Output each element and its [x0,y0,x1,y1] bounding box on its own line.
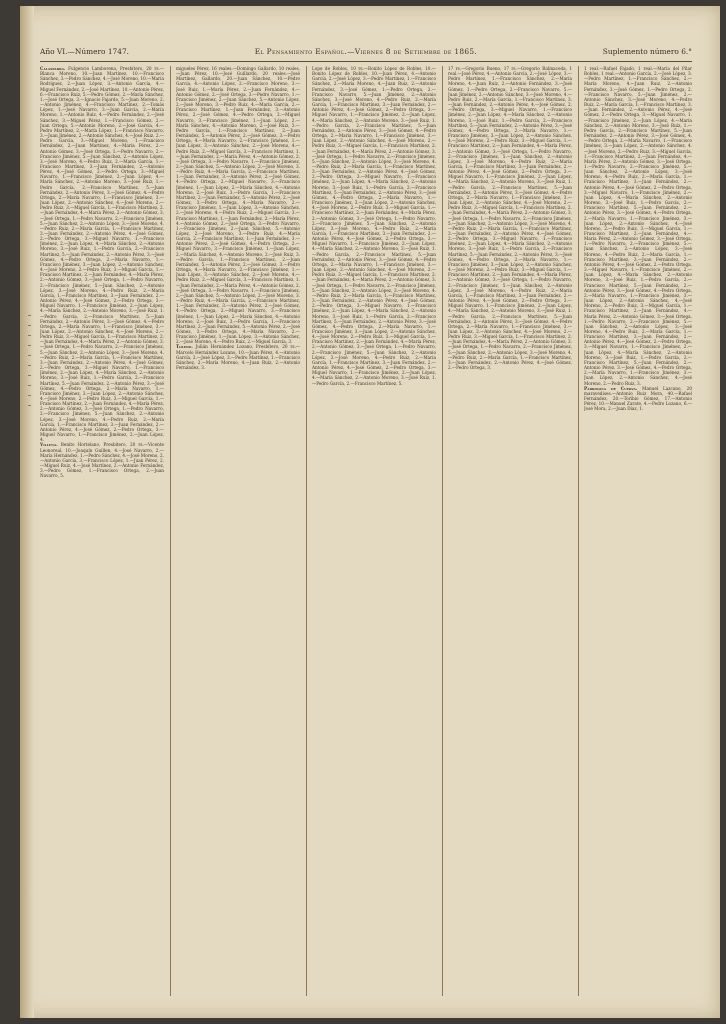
page-header [40,44,692,58]
section-heading: Parroquia de Cuerva. [584,385,638,391]
section-heading: Toledo. [176,344,193,350]
column-text: Julián Hernández Lozano, Presbítero, 20 rs.—Marcelo Hernández Lozano, 10.—Juan Pérez, 4.—Antonio García, 2.—José López, 3.—Pedro Martínez, 1.—Francisco Sánchez, 2.—María Moreno, 4.—Juan Ruiz, 2.—Antonio Fernández, 3. [176,344,300,371]
column-5 [584,66,692,996]
column-text: Lope de Robles, 10 rs.—Bonito López de Robles, 10.—Bonito López de Robles, 10.—Juan Pérez, 4.—Antonio García, 2.—José López, 3.—Pedro Martínez, 1.—Francisco Sánchez, 2.—María Moreno, 4.—Juan Ruiz, 2.—Antonio Fernández, 3.—José Gómez, 1.—Pedro Ortega, 2.—Francisco Navarro, 5.—Juan Jiménez, 2.—Antonio Sánchez, 3.—José Moreno, 4.—Pedro Ruiz, 2.—María García, 1.—Francisco Martínez, 3.—Juan Fernández, 2.—Antonio Pérez, 4.—José Gómez, 2.—Pedro Ortega, 3.—Miguel Navarro, 1.—Francisco Jiménez, 2.—Juan López, 4.—María Sánchez, 2.—Antonio Moreno, 3.—José Ruiz, 1.—Pedro García, 2.—Francisco Martínez, 5.—Juan Fernández, 2.—Antonio Pérez, 3.—José Gómez, 4.—Pedro Ortega, 2.—María Navarro, 1.—Francisco Jiménez, 3.—Juan López, 2.—Antonio Sánchez, 4.—José Moreno, 2.—Pedro Ruiz, 3.—Miguel García, 1.—Francisco Martínez, 2.—Juan Fernández, 4.—María Pérez, 2.—Antonio Gómez, 3.—José Ortega, 1.—Pedro Navarro, 2.—Francisco Jiménez, 5.—Juan Sánchez, 2.—Antonio López, 3.—José Moreno, 4.—Pedro Ruiz, 2.—María García, 1.—Francisco Martínez, 3.—Juan Fernández, 2.—Antonio Pérez, 4.—José Gómez, 2.—Pedro Ortega, 3.—Miguel Navarro, 1.—Francisco Jiménez, 2.—Juan López, 4.—María Sánchez, 2.—Antonio Moreno, 3.—José Ruiz, 1.—Pedro García, 2.—Francisco Martínez, 5.—Juan Fernández, 2.—Antonio Pérez, 3.—José Gómez, 4.—Pedro Ortega, 2.—María Navarro, 1.—Francisco Jiménez, 3.—Juan López, 2.—Antonio Sánchez, 4.—José Moreno, 2.—Pedro Ruiz, 3.—Miguel García, 1.—Francisco Martínez, 2.—Juan Fernández, 4.—María Pérez, 2.—Antonio Gómez, 3.—José Ortega, 1.—Pedro Navarro, 2.—Francisco Jiménez, 5.—Juan Sánchez, 2.—Antonio López, 3.—José Moreno, 4.—Pedro Ruiz, 2.—María García, 1.—Francisco Martínez, 3.—Juan Fernández, 2.—Antonio Pérez, 4.—José Gómez, 2.—Pedro Ortega, 3.—Miguel Navarro, 1.—Francisco Jiménez, 2.—Juan López, 4.—María Sánchez, 2.—Antonio Moreno, 3.—José Ruiz, 1.—Pedro García, 2.—Francisco Martínez, 5.—Juan Fernández, 2.—Antonio Pérez, 3.—José Gómez, 4.—Pedro Ortega, 2.—María Navarro, 1.—Francisco Jiménez, 3.—Juan López, 2.—Antonio Sánchez, 4.—José Moreno, 2.—Pedro Ruiz, 3.—Miguel García, 1.—Francisco Martínez, 2.—Juan Fernández, 4.—María Pérez, 2.—Antonio Gómez, 3.—José Ortega, 1.—Pedro Navarro, 2.—Francisco Jiménez, 5.—Juan Sánchez, 2.—Antonio López, 3.—José Moreno, 4.—Pedro Ruiz, 2.—María García, 1.—Francisco Martínez, 3.—Juan Fernández, 2.—Antonio Pérez, 4.—José Gómez, 2.—Pedro Ortega, 3.—Miguel Navarro, 1.—Francisco Jiménez, 2.—Juan López, 4.—María Sánchez, 2.—Antonio Moreno, 3.—José Ruiz, 1.—Pedro García, 2.—Francisco Martínez, 5.—Juan Fernández, 2.—Antonio Pérez, 3.—José Gómez, 4.—Pedro Ortega, 2.—María Navarro, 1.—Francisco Jiménez, 3.—Juan López, 2.—Antonio Sánchez, 4.—José Moreno, 2.—Pedro Ruiz, 3.—Miguel García, 1.—Francisco Martínez, 2.—Juan Fernández, 4.—María Pérez, 2.—Antonio Gómez, 3.—José Ortega, 1.—Pedro Navarro, 2.—Francisco Jiménez, 5.—Juan Sánchez, 2.—Antonio López, 3.—José Moreno, 4.—Pedro Ruiz, 2.—María García, 1.—Francisco Martínez, 3.—Juan Fernández, 2.—Antonio Pérez, 4.—José Gómez, 2.—Pedro Ortega, 3.—Miguel Navarro, 1.—Francisco Jiménez, 2.—Juan López, 4.—María Sánchez, 2.—Antonio Moreno, 3.—José Ruiz, 1.—Pedro García, 2.—Francisco Martínez, 5. [312,66,436,386]
section-heading: Calasparra. [40,66,66,71]
header-rule [40,61,692,62]
column-divider [578,66,579,996]
section-heading: Villena. [40,442,58,448]
column-text: 1 real.—Rafael Fajado, 1 real.—María del Pilar Robles, 1 real.—Antonio García, 2.—José López, 3.—Pedro Martínez, 1.—Francisco Sánchez, 2.—María Moreno, 4.—Juan Ruiz, 2.—Antonio Fernández, 3.—José Gómez, 1.—Pedro Ortega, 2.—Francisco Navarro, 5.—Juan Jiménez, 2.—Antonio Sánchez, 3.—José Moreno, 4.—Pedro Ruiz, 2.—María García, 1.—Francisco Martínez, 3.—Juan Fernández, 2.—Antonio Pérez, 4.—José Gómez, 2.—Pedro Ortega, 3.—Miguel Navarro, 1.—Francisco Jiménez, 2.—Juan López, 4.—María Sánchez, 2.—Antonio Moreno, 3.—José Ruiz, 1.—Pedro García, 2.—Francisco Martínez, 5.—Juan Fernández, 2.—Antonio Pérez, 3.—José Gómez, 4.—Pedro Ortega, 2.—María Navarro, 1.—Francisco Jiménez, 3.—Juan López, 2.—Antonio Sánchez, 4.—José Moreno, 2.—Pedro Ruiz, 3.—Miguel García, 1.—Francisco Martínez, 2.—Juan Fernández, 4.—María Pérez, 2.—Antonio Gómez, 3.—José Ortega, 1.—Pedro Navarro, 2.—Francisco Jiménez, 5.—Juan Sánchez, 2.—Antonio López, 3.—José Moreno, 4.—Pedro Ruiz, 2.—María García, 1.—Francisco Martínez, 3.—Juan Fernández, 2.—Antonio Pérez, 4.—José Gómez, 2.—Pedro Ortega, 3.—Miguel Navarro, 1.—Francisco Jiménez, 2.—Juan López, 4.—María Sánchez, 2.—Antonio Moreno, 3.—José Ruiz, 1.—Pedro García, 2.—Francisco Martínez, 5.—Juan Fernández, 2.—Antonio Pérez, 3.—José Gómez, 4.—Pedro Ortega, 2.—María Navarro, 1.—Francisco Jiménez, 3.—Juan López, 2.—Antonio Sánchez, 4.—José Moreno, 2.—Pedro Ruiz, 3.—Miguel García, 1.—Francisco Martínez, 2.—Juan Fernández, 4.—María Pérez, 2.—Antonio Gómez, 3.—José Ortega, 1.—Pedro Navarro, 2.—Francisco Jiménez, 5.—Juan Sánchez, 2.—Antonio López, 3.—José Moreno, 4.—Pedro Ruiz, 2.—María García, 1.—Francisco Martínez, 3.—Juan Fernández, 2.—Antonio Pérez, 4.—José Gómez, 2.—Pedro Ortega, 3.—Miguel Navarro, 1.—Francisco Jiménez, 2.—Juan López, 4.—María Sánchez, 2.—Antonio Moreno, 3.—José Ruiz, 1.—Pedro García, 2.—Francisco Martínez, 5.—Juan Fernández, 2.—Antonio Pérez, 3.—José Gómez, 4.—Pedro Ortega, 2.—María Navarro, 1.—Francisco Jiménez, 3.—Juan López, 2.—Antonio Sánchez, 4.—José Moreno, 2.—Pedro Ruiz, 3.—Miguel García, 1.—Francisco Martínez, 2.—Juan Fernández, 4.—María Pérez, 2.—Antonio Gómez, 3.—José Ortega, 1.—Pedro Navarro, 2.—Francisco Jiménez, 5.—Juan Sánchez, 2.—Antonio López, 3.—José Moreno, 4.—Pedro Ruiz, 2.—María García, 1.—Francisco Martínez, 3.—Juan Fernández, 2.—Antonio Pérez, 4.—José Gómez, 2.—Pedro Ortega, 3.—Miguel Navarro, 1.—Francisco Jiménez, 2.—Juan López, 4.—María Sánchez, 2.—Antonio Moreno, 3.—José Ruiz, 1.—Pedro García, 2.—Francisco Martínez, 5.—Juan Fernández, 2.—Antonio Pérez, 3.—José Gómez, 4.—Pedro Ortega, 2.—María Navarro, 1.—Francisco Jiménez, 3.—Juan López, 2.—Antonio Sánchez, 4.—José Moreno, 2.—Pedro Ruiz, 3. [584,66,692,386]
column-text: migueles Pérez, 16 reales.—Domingo Gallardo, 10 reales.—Juan Pérez, 10.—José Guillardo, 20 reales.—José Martínez, Gallardo, 20.—Juan Sánchez, 10.—Pedro García, 4.—Antonio López, 2.—Francisco Moreno, 3.—José Ruiz, 1.—María Pérez, 2.—Juan Fernández, 4.—Antonio Gómez, 2.—José Ortega, 3.—Pedro Navarro, 1.—Francisco Jiménez, 2.—Juan Sánchez, 5.—Antonio López, 2.—José Moreno, 3.—Pedro Ruiz, 4.—María García, 2.—Francisco Martínez, 1.—Juan Fernández, 3.—Antonio Pérez, 2.—José Gómez, 4.—Pedro Ortega, 2.—Miguel Navarro, 3.—Francisco Jiménez, 1.—Juan López, 2.—María Sánchez, 4.—Antonio Moreno, 2.—José Ruiz, 3.—Pedro García, 1.—Francisco Martínez, 2.—Juan Fernández, 5.—Antonio Pérez, 2.—José Gómez, 3.—Pedro Ortega, 4.—María Navarro, 2.—Francisco Jiménez, 1.—Juan López, 3.—Antonio Sánchez, 2.—José Moreno, 4.—Pedro Ruiz, 2.—Miguel García, 3.—Francisco Martínez, 1.—Juan Fernández, 2.—María Pérez, 4.—Antonio Gómez, 2.—José Ortega, 3.—Pedro Navarro, 1.—Francisco Jiménez, 2.—Juan Sánchez, 5.—Antonio López, 2.—José Moreno, 3.—Pedro Ruiz, 4.—María García, 2.—Francisco Martínez, 1.—Juan Fernández, 3.—Antonio Pérez, 2.—José Gómez, 4.—Pedro Ortega, 2.—Miguel Navarro, 3.—Francisco Jiménez, 1.—Juan López, 2.—María Sánchez, 4.—Antonio Moreno, 2.—José Ruiz, 3.—Pedro García, 1.—Francisco Martínez, 2.—Juan Fernández, 5.—Antonio Pérez, 2.—José Gómez, 3.—Pedro Ortega, 4.—María Navarro, 2.—Francisco Jiménez, 1.—Juan López, 3.—Antonio Sánchez, 2.—José Moreno, 4.—Pedro Ruiz, 2.—Miguel García, 3.—Francisco Martínez, 1.—Juan Fernández, 2.—María Pérez, 4.—Antonio Gómez, 2.—José Ortega, 3.—Pedro Navarro, 1.—Francisco Jiménez, 2.—Juan Sánchez, 5.—Antonio López, 2.—José Moreno, 3.—Pedro Ruiz, 4.—María García, 2.—Francisco Martínez, 1.—Juan Fernández, 3.—Antonio Pérez, 2.—José Gómez, 4.—Pedro Ortega, 2.—Miguel Navarro, 3.—Francisco Jiménez, 1.—Juan López, 2.—María Sánchez, 4.—Antonio Moreno, 2.—José Ruiz, 3.—Pedro García, 1.—Francisco Martínez, 2.—Juan Fernández, 5.—Antonio Pérez, 2.—José Gómez, 3.—Pedro Ortega, 4.—María Navarro, 2.—Francisco Jiménez, 1.—Juan López, 3.—Antonio Sánchez, 2.—José Moreno, 4.—Pedro Ruiz, 2.—Miguel García, 3.—Francisco Martínez, 1.—Juan Fernández, 2.—María Pérez, 4.—Antonio Gómez, 2.—José Ortega, 3.—Pedro Navarro, 1.—Francisco Jiménez, 2.—Juan Sánchez, 5.—Antonio López, 2.—José Moreno, 3.—Pedro Ruiz, 4.—María García, 2.—Francisco Martínez, 1.—Juan Fernández, 3.—Antonio Pérez, 2.—José Gómez, 4.—Pedro Ortega, 2.—Miguel Navarro, 3.—Francisco Jiménez, 1.—Juan López, 2.—María Sánchez, 4.—Antonio Moreno, 2.—José Ruiz, 3.—Pedro García, 1.—Francisco Martínez, 2.—Juan Fernández, 5.—Antonio Pérez, 2.—José Gómez, 3.—Pedro Ortega, 4.—María Navarro, 2.—Francisco Jiménez, 1.—Juan López, 3.—Antonio Sánchez, 2.—José Moreno, 4.—Pedro Ruiz, 2.—Miguel García, 3. [176,66,300,345]
column-4 [448,66,572,996]
column-divider [170,66,171,996]
column-3 [312,66,436,996]
masthead-title: El Pensamiento Español.—Viernes 8 de Setiembre de 1865. [254,46,478,56]
column-text: Benito Hortelano, Presbítero, 20 rs.—Vicente Leonoreal, 10.—Joaquín Guillen, 4.—José Navarro, 2.—María Hernández, 1.—Pedro Sánchez, 4.—José Moreno, 2.—Antonio García, 3.—Francisco López, 1.—Juan Pérez, 2.—Miguel Ruiz, 4.—José Martínez, 2.—Antonio Fernández, 3.—Pedro Gómez, 1.—Francisco Ortega, 2.—Juan Navarro, 5. [40,442,164,479]
margin-marks [28,306,34,706]
column-divider [442,66,443,996]
column-text: Manuel Lazcano, 20 maravedises.—Antonio Ruiz Mora, 40.—Rafael Fernández, 20.—Toribio Gómez, 17.—Antonio Pérez, 10.—Manuel Zarate, 4.—Pedro Lozano, 6.—José Mora, 2.—Juan Díaz, 1. [584,385,692,412]
column-text: Fulgencio Lamborena, Presbítero, 20 rs.—Blanca Moreno, 10.—Juan Martínez, 10.—Francisco Sánchez, 3.—Pedro Sánchez, 4.—José Moreno, 10.—María Rodríguez, 2.—Juan López, 3.—Antonio García, 4.—Miguel Fernández, 2.—José Martínez, 10.—Antonio Pérez, 6.—Francisco Ruiz, 5.—Pedro Gómez, 2.—María Sánchez, 1.—José Ortega, 3.—Ignacio Fajardo, 5.—Juan Moreno, 2.—Antonio Jiménez, 4.—Francisco Martínez, 2.—Tomás López, 1.—José Navarro, 3.—Juan García, 2.—María Moreno, 1.—Antonio Ruiz, 4.—Pedro Fernández, 2.—José Sánchez, 3.—Miguel Pérez, 1.—Francisco Gómez, 2.—Juan Ortega, 5.—Antonio Moreno, 2.—José García, 4.—Pedro Martínez, 2.—María López, 1.—Francisco Navarro, 3.—Juan Jiménez, 2.—Antonio Sánchez, 4.—José Ruiz, 2.—Pedro García, 3.—Miguel Moreno, 1.—Francisco Fernández, 2.—Juan Martínez, 4.—María Pérez, 2.—Antonio Gómez, 3.—José Ortega, 1.—Pedro Navarro, 2.—Francisco Jiménez, 5.—Juan Sánchez, 2.—Antonio López, 3.—José Moreno, 4.—Pedro Ruiz, 2.—María García, 1.—Francisco Martínez, 3.—Juan Fernández, 2.—Antonio Pérez, 4.—José Gómez, 2.—Pedro Ortega, 3.—Miguel Navarro, 1.—Francisco Jiménez, 2.—Juan López, 4.—María Sánchez, 2.—Antonio Moreno, 3.—José Ruiz, 1.—Pedro García, 2.—Francisco Martínez, 5.—Juan Fernández, 2.—Antonio Pérez, 3.—José Gómez, 4.—Pedro Ortega, 2.—María Navarro, 1.—Francisco Jiménez, 3.—Juan López, 2.—Antonio Sánchez, 4.—José Moreno, 2.—Pedro Ruiz, 3.—Miguel García, 1.—Francisco Martínez, 2.—Juan Fernández, 4.—María Pérez, 2.—Antonio Gómez, 3.—José Ortega, 1.—Pedro Navarro, 2.—Francisco Jiménez, 5.—Juan Sánchez, 2.—Antonio López, 3.—José Moreno, 4.—Pedro Ruiz, 2.—María García, 1.—Francisco Martínez, 3.—Juan Fernández, 2.—Antonio Pérez, 4.—José Gómez, 2.—Pedro Ortega, 3.—Miguel Navarro, 1.—Francisco Jiménez, 2.—Juan López, 4.—María Sánchez, 2.—Antonio Moreno, 3.—José Ruiz, 1.—Pedro García, 2.—Francisco Martínez, 5.—Juan Fernández, 2.—Antonio Pérez, 3.—José Gómez, 4.—Pedro Ortega, 2.—María Navarro, 1.—Francisco Jiménez, 3.—Juan López, 2.—Antonio Sánchez, 4.—José Moreno, 2.—Pedro Ruiz, 3.—Miguel García, 1.—Francisco Martínez, 2.—Juan Fernández, 4.—María Pérez, 2.—Antonio Gómez, 3.—José Ortega, 1.—Pedro Navarro, 2.—Francisco Jiménez, 5.—Juan Sánchez, 2.—Antonio López, 3.—José Moreno, 4.—Pedro Ruiz, 2.—María García, 1.—Francisco Martínez, 3.—Juan Fernández, 2.—Antonio Pérez, 4.—José Gómez, 2.—Pedro Ortega, 3.—Miguel Navarro, 1.—Francisco Jiménez, 2.—Juan López, 4.—María Sánchez, 2.—Antonio Moreno, 3.—José Ruiz, 1.—Pedro García, 2.—Francisco Martínez, 5.—Juan Fernández, 2.—Antonio Pérez, 3.—José Gómez, 4.—Pedro Ortega, 2.—María Navarro, 1.—Francisco Jiménez, 3.—Juan López, 2.—Antonio Sánchez, 4.—José Moreno, 2.—Pedro Ruiz, 3.—Miguel García, 1.—Francisco Martínez, 2.—Juan Fernández, 4.—María Pérez, 2.—Antonio Gómez, 3.—José Ortega, 1.—Pedro Navarro, 2.—Francisco Jiménez, 5.—Juan Sánchez, 2.—Antonio López, 3.—José Moreno, 4.—Pedro Ruiz, 2.—María García, 1.—Francisco Martínez, 3.—Juan Fernández, 2.—Antonio Pérez, 4.—José Gómez, 2.—Pedro Ortega, 3.—Miguel Navarro, 1.—Francisco Jiménez, 2.—Juan López, 4.—María Sánchez, 2.—Antonio Moreno, 3.—José Ruiz, 1.—Pedro García, 2.—Francisco Martínez, 5.—Juan Fernández, 2.—Antonio Pérez, 3.—José Gómez, 4.—Pedro Ortega, 2.—María Navarro, 1.—Francisco Jiménez, 3.—Juan López, 2.—Antonio Sánchez, 4.—José Moreno, 2.—Pedro Ruiz, 3.—Miguel García, 1.—Francisco Martínez, 2.—Juan Fernández, 4.—María Pérez, 2.—Antonio Gómez, 3.—José Ortega, 1.—Pedro Navarro, 2.—Francisco Jiménez, 5.—Juan Sánchez, 2.—Antonio López, 3.—José Moreno, 4.—Pedro Ruiz, 2.—María García, 1.—Francisco Martínez, 3.—Juan Fernández, 2.—Antonio Pérez, 4.—José Gómez, 2.—Pedro Ortega, 3.—Miguel Navarro, 1.—Francisco Jiménez, 2.—Juan López, 4. [40,66,164,443]
column-divider [306,66,307,996]
column-2 [176,66,300,996]
column-1 [40,66,164,996]
supplement-label: Suplemento número 6.° [602,46,692,56]
subscription-list [40,66,692,996]
column-text: 17 rs.—Gregorio Bueno, 17 rs.—Gregorio Balmaceda, 1 real.—José Pérez, 4.—Antonio García, 2.—José López, 3.—Pedro Martínez, 1.—Francisco Sánchez, 2.—María Moreno, 4.—Juan Ruiz, 2.—Antonio Fernández, 3.—José Gómez, 1.—Pedro Ortega, 2.—Francisco Navarro, 5.—Juan Jiménez, 2.—Antonio Sánchez, 3.—José Moreno, 4.—Pedro Ruiz, 2.—María García, 1.—Francisco Martínez, 3.—Juan Fernández, 2.—Antonio Pérez, 4.—José Gómez, 2.—Pedro Ortega, 3.—Miguel Navarro, 1.—Francisco Jiménez, 2.—Juan López, 4.—María Sánchez, 2.—Antonio Moreno, 3.—José Ruiz, 1.—Pedro García, 2.—Francisco Martínez, 5.—Juan Fernández, 2.—Antonio Pérez, 3.—José Gómez, 4.—Pedro Ortega, 2.—María Navarro, 1.—Francisco Jiménez, 3.—Juan López, 2.—Antonio Sánchez, 4.—José Moreno, 2.—Pedro Ruiz, 3.—Miguel García, 1.—Francisco Martínez, 2.—Juan Fernández, 4.—María Pérez, 2.—Antonio Gómez, 3.—José Ortega, 1.—Pedro Navarro, 2.—Francisco Jiménez, 5.—Juan Sánchez, 2.—Antonio López, 3.—José Moreno, 4.—Pedro Ruiz, 2.—María García, 1.—Francisco Martínez, 3.—Juan Fernández, 2.—Antonio Pérez, 4.—José Gómez, 2.—Pedro Ortega, 3.—Miguel Navarro, 1.—Francisco Jiménez, 2.—Juan López, 4.—María Sánchez, 2.—Antonio Moreno, 3.—José Ruiz, 1.—Pedro García, 2.—Francisco Martínez, 5.—Juan Fernández, 2.—Antonio Pérez, 3.—José Gómez, 4.—Pedro Ortega, 2.—María Navarro, 1.—Francisco Jiménez, 3.—Juan López, 2.—Antonio Sánchez, 4.—José Moreno, 2.—Pedro Ruiz, 3.—Miguel García, 1.—Francisco Martínez, 2.—Juan Fernández, 4.—María Pérez, 2.—Antonio Gómez, 3.—José Ortega, 1.—Pedro Navarro, 2.—Francisco Jiménez, 5.—Juan Sánchez, 2.—Antonio López, 3.—José Moreno, 4.—Pedro Ruiz, 2.—María García, 1.—Francisco Martínez, 3.—Juan Fernández, 2.—Antonio Pérez, 4.—José Gómez, 2.—Pedro Ortega, 3.—Miguel Navarro, 1.—Francisco Jiménez, 2.—Juan López, 4.—María Sánchez, 2.—Antonio Moreno, 3.—José Ruiz, 1.—Pedro García, 2.—Francisco Martínez, 5.—Juan Fernández, 2.—Antonio Pérez, 3.—José Gómez, 4.—Pedro Ortega, 2.—María Navarro, 1.—Francisco Jiménez, 3.—Juan López, 2.—Antonio Sánchez, 4.—José Moreno, 2.—Pedro Ruiz, 3.—Miguel García, 1.—Francisco Martínez, 2.—Juan Fernández, 4.—María Pérez, 2.—Antonio Gómez, 3.—José Ortega, 1.—Pedro Navarro, 2.—Francisco Jiménez, 5.—Juan Sánchez, 2.—Antonio López, 3.—José Moreno, 4.—Pedro Ruiz, 2.—María García, 1.—Francisco Martínez, 3.—Juan Fernández, 2.—Antonio Pérez, 4.—José Gómez, 2.—Pedro Ortega, 3.—Miguel Navarro, 1.—Francisco Jiménez, 2.—Juan López, 4.—María Sánchez, 2.—Antonio Moreno, 3.—José Ruiz, 1.—Pedro García, 2.—Francisco Martínez, 5.—Juan Fernández, 2.—Antonio Pérez, 3.—José Gómez, 4.—Pedro Ortega, 2.—María Navarro, 1.—Francisco Jiménez, 3.—Juan López, 2.—Antonio Sánchez, 4.—José Moreno, 2.—Pedro Ruiz, 3.—Miguel García, 1.—Francisco Martínez, 2.—Juan Fernández, 4.—María Pérez, 2.—Antonio Gómez, 3.—José Ortega, 1.—Pedro Navarro, 2.—Francisco Jiménez, 5.—Juan Sánchez, 2.—Antonio López, 3.—José Moreno, 4.—Pedro Ruiz, 2.—María García, 1.—Francisco Martínez, 3.—Juan Fernández, 2.—Antonio Pérez, 4.—José Gómez, 2.—Pedro Ortega, 3. [448,66,572,371]
issue-number: Año VI.—Número 1747. [40,46,129,56]
newspaper-page [20,6,720,1018]
